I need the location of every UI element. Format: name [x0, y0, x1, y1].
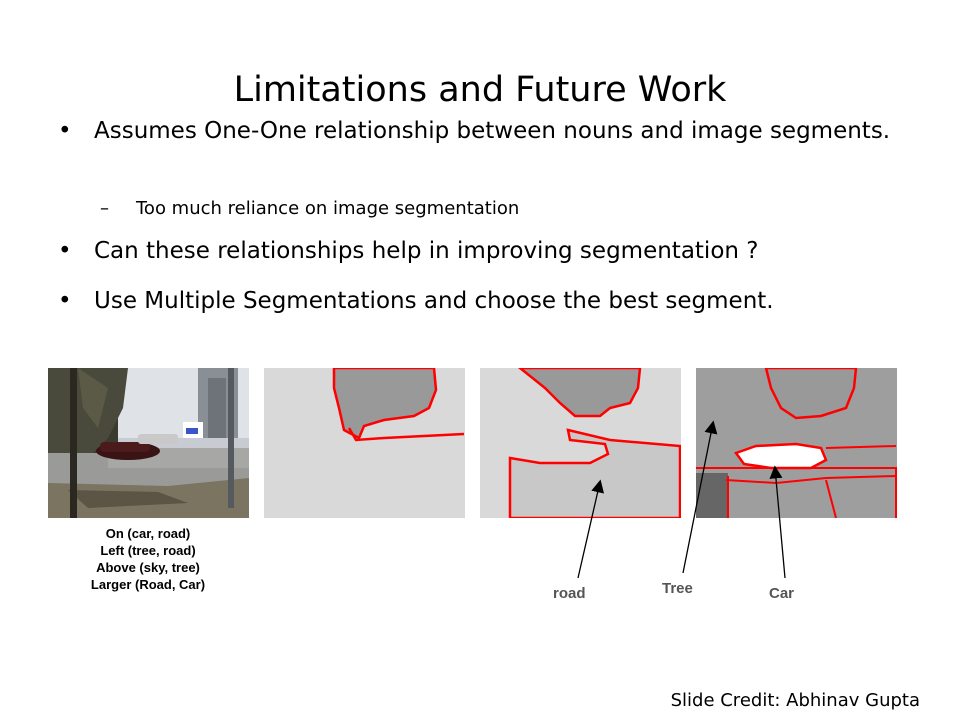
sub-bullet-text: Too much reliance on image segmentation	[136, 198, 520, 219]
dash-icon: –	[100, 198, 109, 219]
bullet-icon: •	[58, 238, 72, 264]
bullet-text: Can these relationships help in improving segmentation ?	[94, 238, 759, 264]
relations-list	[48, 525, 248, 593]
road-label: road	[553, 585, 586, 602]
relation-item: On (car, road)	[105, 526, 191, 541]
relation-item: Left (tree, road)	[100, 543, 196, 558]
car-label: Car	[769, 585, 795, 602]
bullet-text: Assumes One-One relationship between nouns and image segments.	[94, 118, 891, 144]
bullet-icon: •	[58, 288, 72, 314]
segmentation-panel-2	[480, 368, 681, 518]
tree-label: Tree	[662, 580, 693, 597]
bullet-text: Use Multiple Segmentations and choose the best segment.	[94, 288, 774, 314]
relation-item: Above (sky, tree)	[96, 560, 200, 575]
bullet-icon: •	[58, 118, 72, 144]
segmentation-panel-3	[696, 368, 897, 518]
street-photo	[48, 368, 249, 518]
slide-credit: Slide Credit: Abhinav Gupta	[670, 690, 920, 711]
slide-title: Limitations and Future Work	[233, 70, 727, 110]
relation-item: Larger (Road, Car)	[90, 577, 206, 592]
segmentation-panel-1	[264, 368, 465, 518]
